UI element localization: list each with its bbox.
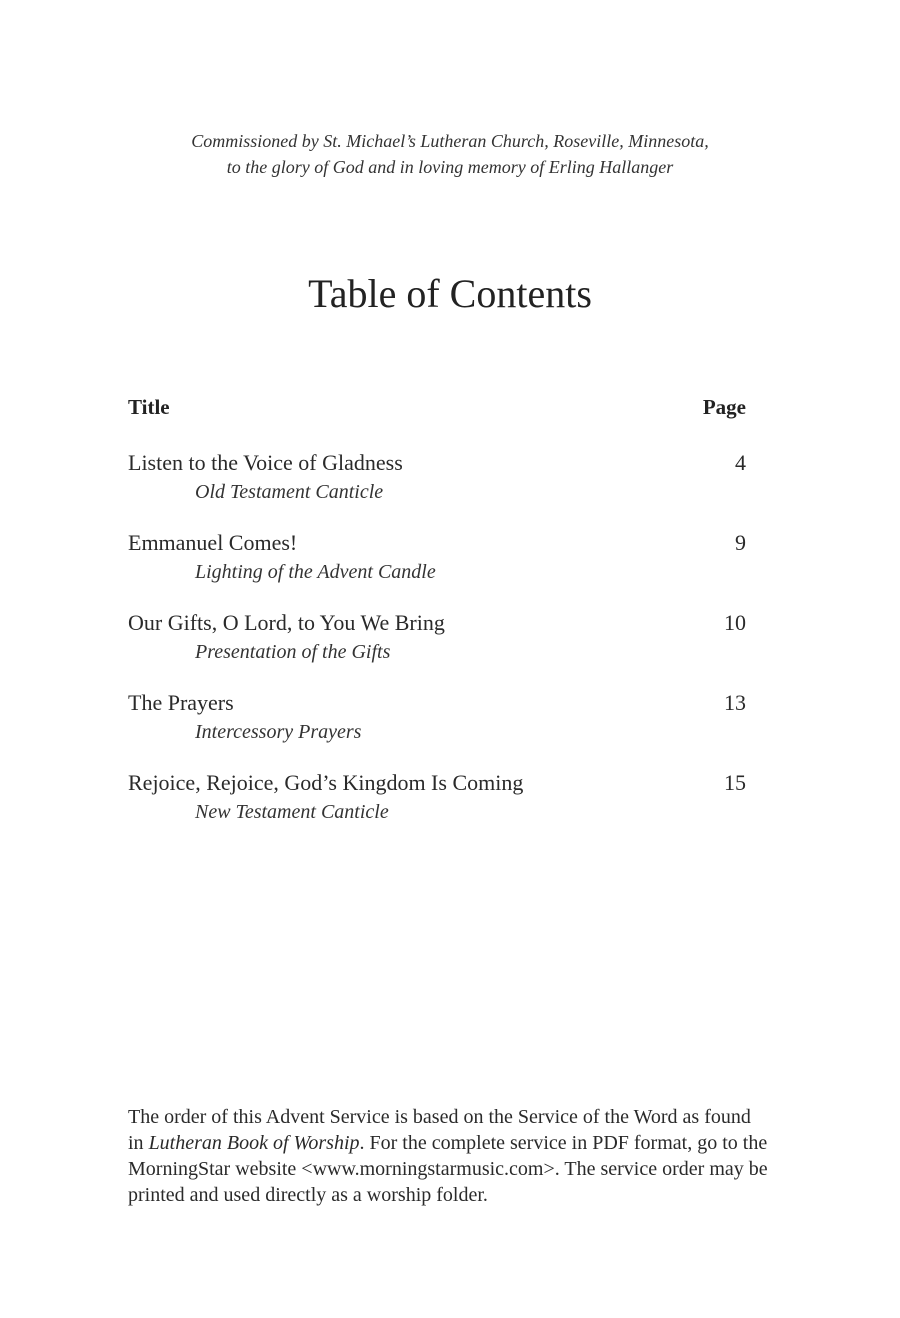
book-title: Lutheran Book of Worship bbox=[148, 1132, 360, 1154]
entry-title: Emmanuel Comes! bbox=[128, 530, 298, 555]
entry-page: 15 bbox=[724, 770, 746, 795]
entry-title: Listen to the Voice of Gladness bbox=[128, 450, 403, 475]
table-of-contents bbox=[128, 392, 746, 848]
entry-page: 9 bbox=[735, 530, 746, 555]
entry-subtitle: Lighting of the Advent Candle bbox=[195, 561, 436, 583]
entry-page: 4 bbox=[735, 450, 746, 475]
column-title-header: Title bbox=[128, 395, 170, 419]
toc-entry bbox=[128, 528, 746, 608]
entry-title: Rejoice, Rejoice, God’s Kingdom Is Coming bbox=[128, 770, 524, 795]
entry-title: Our Gifts, O Lord, to You We Bring bbox=[128, 610, 445, 635]
entry-page: 13 bbox=[724, 690, 746, 715]
entry-page: 10 bbox=[724, 610, 746, 635]
service-note-text-1: The order of this Advent Service is based on the Service of the Word as found in bbox=[128, 1106, 751, 1154]
dedication-line-2: to the glory of God and in loving memory of Erling Hallanger bbox=[226, 157, 674, 177]
toc-header bbox=[128, 392, 746, 422]
service-note-text-2: . For the complete service in PDF format, go to the MorningStar website <www.morningstarmusic.com>. The service order may be printed and used directly as a worship folder. bbox=[128, 1132, 768, 1206]
entry-title: The Prayers bbox=[128, 690, 234, 715]
toc-entry bbox=[128, 768, 746, 848]
toc-entries bbox=[128, 448, 746, 848]
toc-entry bbox=[128, 448, 746, 528]
entry-subtitle: Old Testament Canticle bbox=[195, 481, 384, 503]
column-page-header: Page bbox=[702, 395, 746, 419]
dedication bbox=[0, 128, 900, 180]
toc-entry bbox=[128, 688, 746, 768]
entry-subtitle: Presentation of the Gifts bbox=[195, 641, 391, 663]
page-title: Table of Contents bbox=[308, 271, 592, 316]
entry-subtitle: New Testament Canticle bbox=[195, 801, 389, 823]
service-note bbox=[128, 1104, 768, 1208]
dedication-line-1: Commissioned by St. Michael’s Lutheran Church, Roseville, Minnesota, bbox=[191, 131, 709, 151]
entry-subtitle: Intercessory Prayers bbox=[195, 721, 362, 743]
toc-entry bbox=[128, 608, 746, 688]
